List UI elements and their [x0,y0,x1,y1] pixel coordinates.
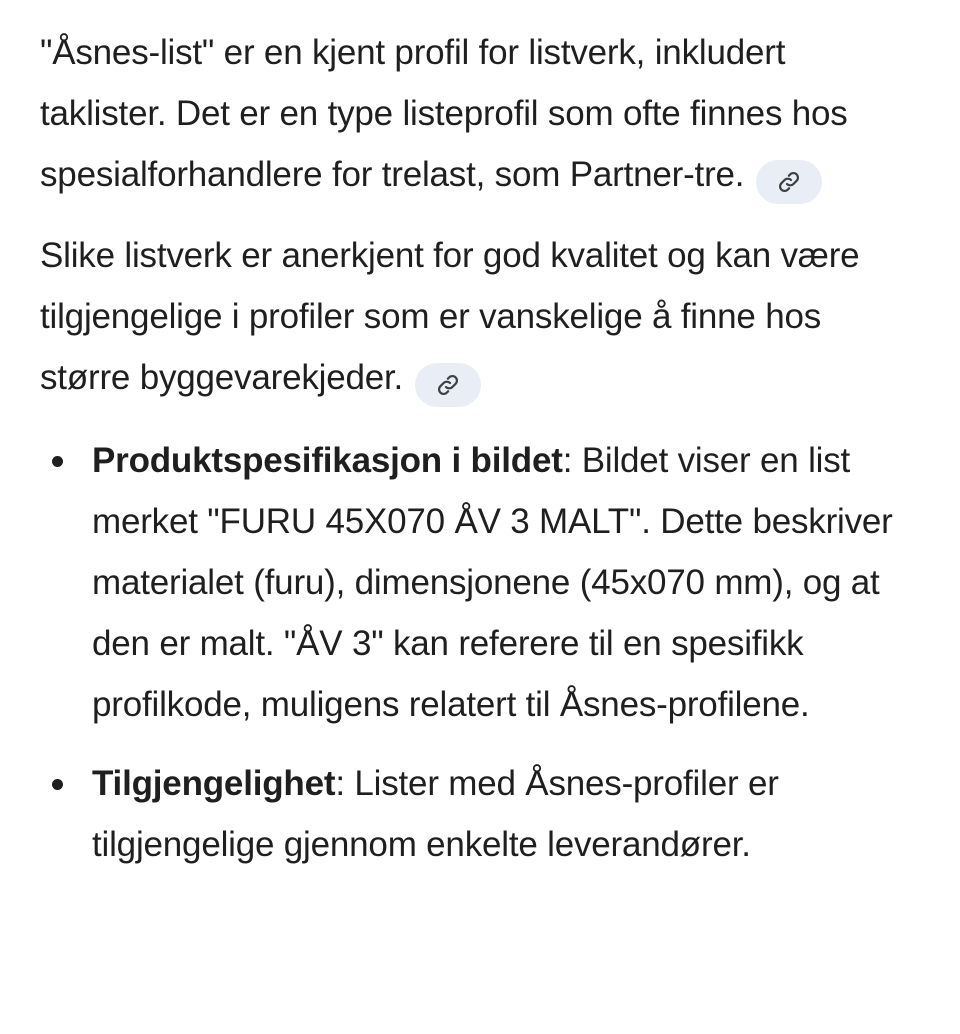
bullet-text: Lister med Åsnes-profiler er tilgjengelige gjennom enkelte leverandører. [92,764,779,864]
bullet-text: Bildet viser en list merket "FURU 45X070 ÅV 3 MALT". Dette beskriver materialet (furu), dimensjonene (45x070 mm), og at den er malt. "ÅV 3" kan referere til en spesifikk profilkode, muligens relatert til Åsnes-profilene. [92,441,893,724]
link-icon [436,373,460,397]
paragraph-quality [40,225,920,408]
source-link-chip[interactable] [415,363,481,407]
bullet-dot [52,456,63,467]
paragraph-text: Slike listverk er anerkjent for god kvalitet og kan være tilgjengelige i profiler som er vanskelige å finne hos større byggevarekjeder. [40,236,860,397]
paragraph-asnes-list [40,22,920,205]
link-icon [777,170,801,194]
bullet-separator: : [335,764,345,803]
list-item [40,753,920,875]
list-item [40,430,920,735]
source-link-chip[interactable] [756,160,822,204]
bullet-list [40,430,920,875]
bullet-term: Tilgjengelighet [92,764,336,803]
bullet-dot [52,779,63,790]
bullet-term: Produktspesifikasjon i bildet [92,441,563,480]
bullet-separator: : [562,441,573,480]
paragraph-text: "Åsnes-list" er en kjent profil for listverk, inkludert taklister. Det er en type listeprofil som ofte finnes hos spesialforhandlere for trelast, som Partner-tre. [40,33,848,194]
